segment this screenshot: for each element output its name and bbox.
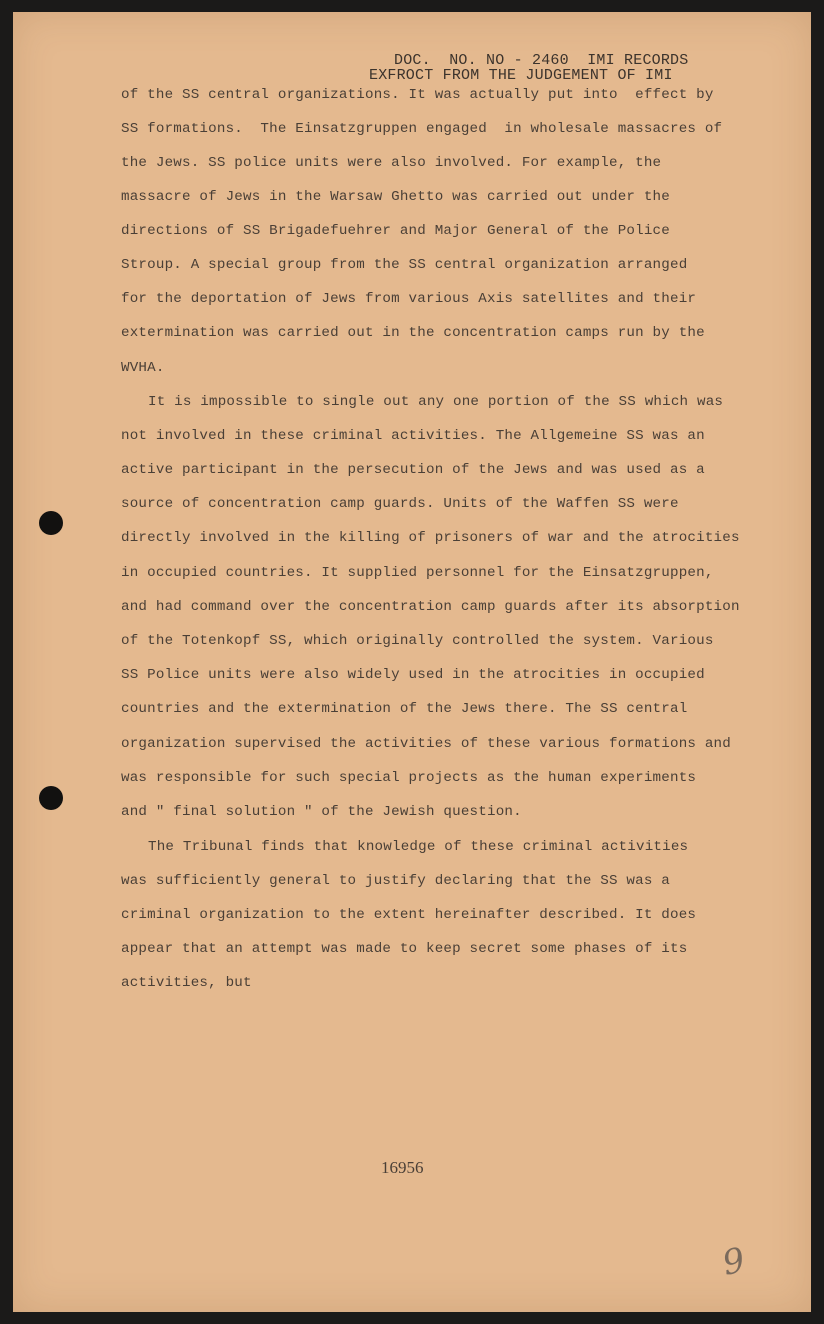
- text-line: and had command over the concentration camp guards after its absorption: [121, 599, 740, 615]
- text-line: extermination was carried out in the concentration camps run by the: [121, 325, 705, 341]
- text-line: Stroup. A special group from the SS central organization arranged: [121, 257, 688, 273]
- page-number: 16956: [381, 1158, 424, 1177]
- punch-hole-upper: [39, 511, 63, 535]
- text-line: for the deportation of Jews from various Axis satellites and their: [121, 291, 697, 307]
- text-line: activities, but: [121, 975, 252, 991]
- document-subtitle: EXFROCT FROM THE JUDGEMENT OF IMI: [369, 67, 673, 84]
- text-line: WVHA.: [121, 360, 165, 376]
- text-line: of the SS central organizations. It was actually put into effect by: [121, 87, 714, 103]
- document-page: [13, 12, 811, 1312]
- text-line: countries and the extermination of the Jews there. The SS central: [121, 701, 688, 717]
- text-line: was responsible for such special projects as the human experiments: [121, 770, 697, 786]
- text-line: source of concentration camp guards. Units of the Waffen SS were: [121, 496, 679, 512]
- text-line: not involved in these criminal activities. The Allgemeine SS was an: [121, 428, 705, 444]
- text-line: active participant in the persecution of the Jews and was used as a: [121, 462, 705, 478]
- text-line: It is impossible to single out any one portion of the SS which was: [148, 394, 724, 410]
- text-line: directly involved in the killing of prisoners of war and the atrocities: [121, 530, 740, 546]
- punch-hole-lower: [39, 786, 63, 810]
- text-line: in occupied countries. It supplied personnel for the Einsatzgruppen,: [121, 565, 714, 581]
- text-line: The Tribunal finds that knowledge of these criminal activities: [148, 839, 689, 855]
- text-line: SS Police units were also widely used in the atrocities in occupied: [121, 667, 705, 683]
- text-line: appear that an attempt was made to keep secret some phases of its: [121, 941, 688, 957]
- text-line: massacre of Jews in the Warsaw Ghetto was carried out under the: [121, 189, 670, 205]
- text-line: and " final solution " of the Jewish question.: [121, 804, 522, 820]
- text-line: criminal organization to the extent hereinafter described. It does: [121, 907, 697, 923]
- handwritten-mark: 9: [719, 1240, 749, 1284]
- text-line: directions of SS Brigadefuehrer and Major General of the Police: [121, 223, 670, 239]
- text-line: the Jews. SS police units were also involved. For example, the: [121, 155, 662, 171]
- text-line: SS formations. The Einsatzgruppen engaged in wholesale massacres of: [121, 121, 723, 137]
- document-reference: DOC. NO. NO - 2460 IMI RECORDS: [394, 52, 689, 69]
- text-line: of the Totenkopf SS, which originally controlled the system. Various: [121, 633, 714, 649]
- text-line: organization supervised the activities of these various formations and: [121, 736, 731, 752]
- text-line: was sufficiently general to justify declaring that the SS was a: [121, 873, 670, 889]
